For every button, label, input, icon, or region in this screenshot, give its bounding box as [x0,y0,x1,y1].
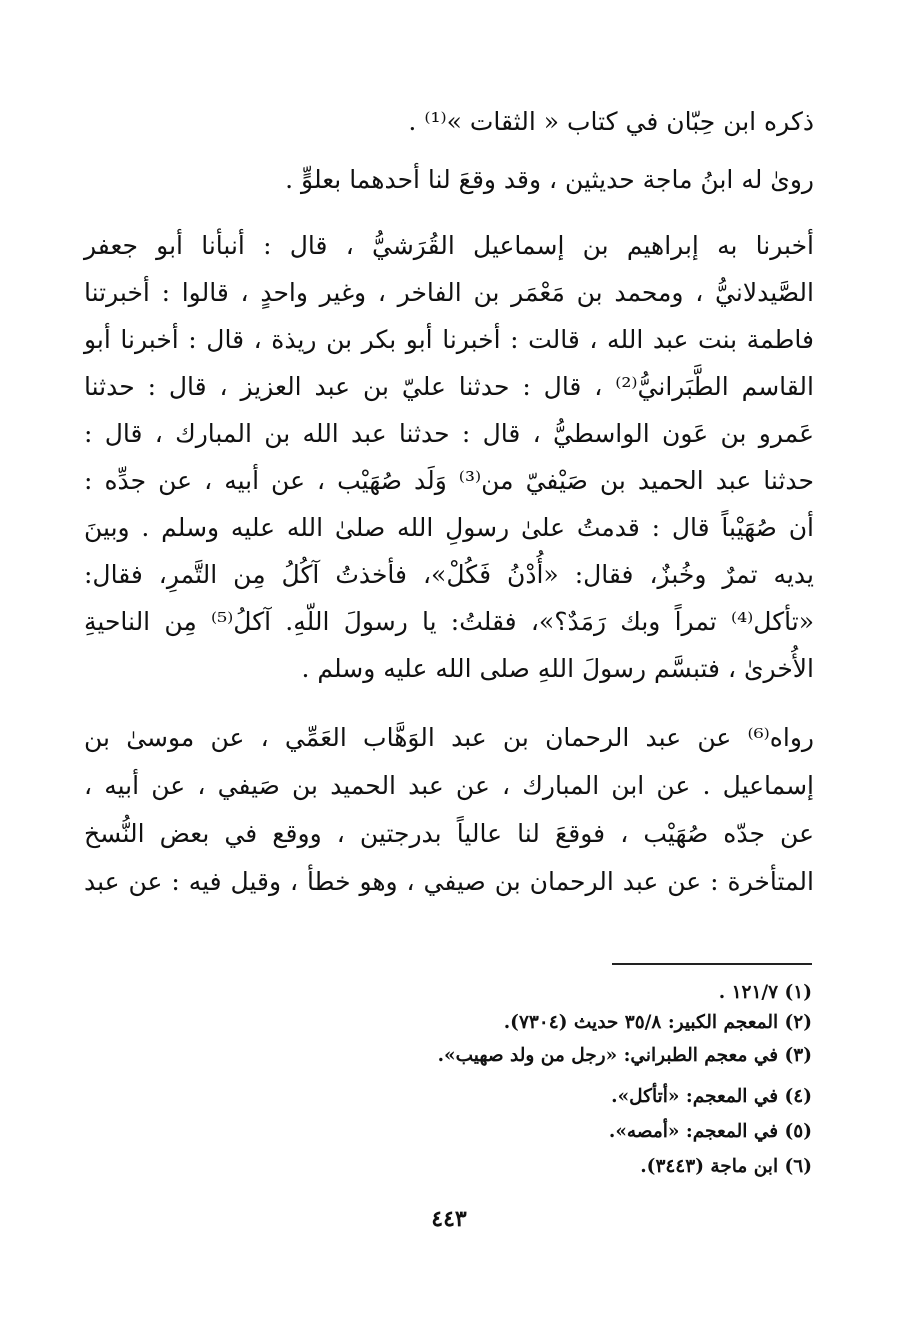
text-line: ذكره ابن حِبّان في كتاب « الثقات »⁽¹⁾ . [408,107,814,136]
text-line: الأُخرىٰ ، فتبسَّم رسولَ اللهِ صلى الله عليه وسلم . [301,654,814,683]
text-line: المتأخرة : عن عبد الرحمان بن صيفي ، وهو خطأ ، وقيل فيه : عن عبد [84,867,814,896]
footnote: (٤) في المعجم: «أتأكل». [611,1086,812,1107]
footnote: (١) ١٢١/٧ . [718,982,812,1003]
text-line: الصَّيدلانيُّ ، ومحمد بن مَعْمَر بن الفاخر ، وغير واحدٍ ، قالوا : أخبرتنا [84,278,814,307]
footnote-separator [612,963,812,965]
footnote: (٦) ابن ماجة (٣٤٤٣). [640,1156,812,1177]
footnote: (٥) في المعجم: «أمصه». [608,1121,812,1142]
text-line: أخبرنا به إبراهيم بن إسماعيل القُرَشيُّ ، قال : أنبأنا أبو جعفر [84,231,814,260]
text-line: «تأكل⁽⁴⁾ تمراً وبك رَمَدٌ؟»، فقلتُ: يا رسولَ اللّهِ. آكلُ⁽⁵⁾ مِن الناحيةِ [84,607,814,636]
text-line: إسماعيل . عن ابن المبارك ، عن عبد الحميد بن صَيفي ، عن أبيه ، [84,771,814,800]
text-line: القاسم الطَّبَرانيُّ⁽²⁾ ، قال : حدثنا عليّ بن عبد العزيز ، قال : حدثنا [84,372,814,401]
text-line: حدثنا عبد الحميد بن صَيْفيّ من⁽³⁾ وَلَد صُهَيْب ، عن أبيه ، عن جدِّه : [84,466,814,495]
text-line: روىٰ له ابنُ ماجة حديثين ، وقد وقعَ لنا أحدهما بعلوٍّ . [285,165,814,194]
text-line: عن جدّه صُهَيْب ، فوقعَ لنا عالياً بدرجتين ، ووقع في بعض النُّسخ [84,819,814,848]
text-line: رواه⁽⁶⁾ عن عبد الرحمان بن عبد الوَهَّاب العَمِّي ، عن موسىٰ بن [84,723,814,752]
text-line: فاطمة بنت عبد الله ، قالت : أخبرنا أبو بكر بن ريذة ، قال : أخبرنا أبو [84,325,814,354]
text-line: أن صُهَيْباً قال : قدمتُ علىٰ رسولِ الله صلىٰ الله عليه وسلم . وبينَ [84,513,814,542]
text-line: عَمرو بن عَون الواسطيُّ ، قال : حدثنا عبد الله بن المبارك ، قال : [84,419,814,448]
footnote: (٢) المعجم الكبير: ٣٥/٨ حديث (٧٣٠٤). [503,1012,812,1033]
footnote: (٣) في معجم الطبراني: «رجل من ولد صهيب». [437,1045,812,1066]
page-number: ٤٤٣ [431,1206,467,1232]
text-line: يديه تمرٌ وخُبزٌ، فقال: «أُدْنُ فَكُلْ»، فأخذتُ آكُلُ مِن التَّمرِ، فقال: [84,560,814,589]
